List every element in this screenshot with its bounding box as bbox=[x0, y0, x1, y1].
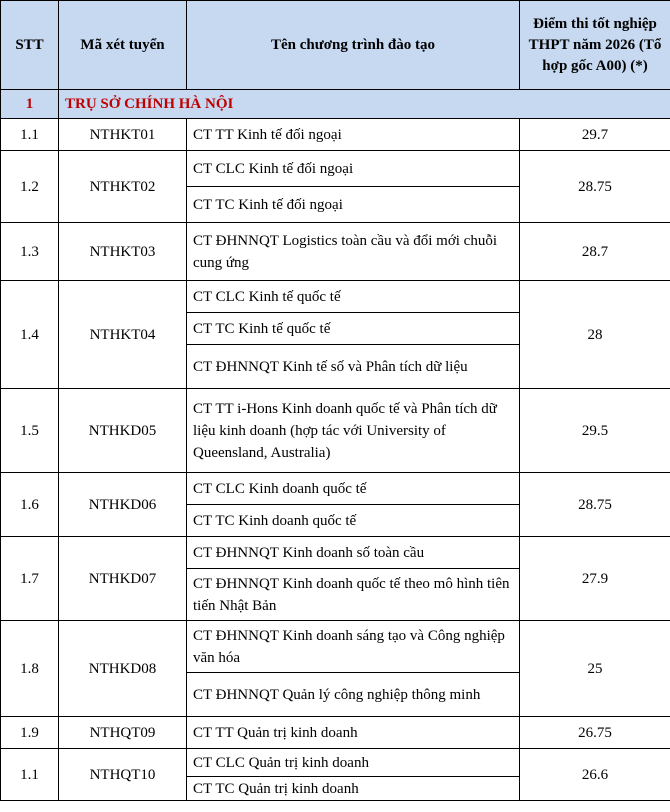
cell-score: 29.7 bbox=[520, 119, 670, 151]
cell-program: CT ĐHNNQT Logistics toàn cầu và đổi mới chuỗi cung ứng bbox=[187, 223, 520, 281]
table-row bbox=[1, 717, 670, 749]
cell-score: 28.7 bbox=[520, 223, 670, 281]
cell-code: NTHKD06 bbox=[59, 473, 187, 537]
header-stt: STT bbox=[1, 1, 59, 90]
cell-program: CT ĐHNNQT Kinh tế số và Phân tích dữ liệu bbox=[187, 345, 520, 389]
cell-code: NTHQT09 bbox=[59, 717, 187, 749]
table-row bbox=[1, 389, 670, 473]
table-row bbox=[1, 537, 670, 569]
cell-program: CT ĐHNNQT Kinh doanh số toàn cầu bbox=[187, 537, 520, 569]
section-title: TRỤ SỞ CHÍNH HÀ NỘI bbox=[59, 90, 670, 119]
cell-code: NTHKT03 bbox=[59, 223, 187, 281]
cell-score: 28.75 bbox=[520, 473, 670, 537]
table-row bbox=[1, 119, 670, 151]
cell-code: NTHKT04 bbox=[59, 281, 187, 389]
cell-program: CT CLC Kinh tế quốc tế bbox=[187, 281, 520, 313]
cell-stt: 1.8 bbox=[1, 621, 59, 717]
cell-program: CT ĐHNNQT Kinh doanh quốc tế theo mô hình tiên tiến Nhật Bản bbox=[187, 569, 520, 621]
cell-stt: 1.4 bbox=[1, 281, 59, 389]
cell-stt: 1.1 bbox=[1, 749, 59, 801]
cell-score: 28 bbox=[520, 281, 670, 389]
cell-code: NTHKD05 bbox=[59, 389, 187, 473]
table-row bbox=[1, 473, 670, 505]
cell-program: CT ĐHNNQT Kinh doanh sáng tạo và Công nghiệp văn hóa bbox=[187, 621, 520, 673]
cell-program: CT TT Kinh tế đối ngoại bbox=[187, 119, 520, 151]
cell-program: CT CLC Quản trị kinh doanh bbox=[187, 749, 520, 777]
cell-program: CT TT Quản trị kinh doanh bbox=[187, 717, 520, 749]
cell-code: NTHKT01 bbox=[59, 119, 187, 151]
cell-stt: 1.5 bbox=[1, 389, 59, 473]
cell-stt: 1.2 bbox=[1, 151, 59, 223]
cell-stt: 1.3 bbox=[1, 223, 59, 281]
cell-stt: 1.9 bbox=[1, 717, 59, 749]
cell-program: CT TC Quản trị kinh doanh bbox=[187, 777, 520, 801]
cell-stt: 1.1 bbox=[1, 119, 59, 151]
cell-score: 29.5 bbox=[520, 389, 670, 473]
cell-program: CT TC Kinh tế quốc tế bbox=[187, 313, 520, 345]
cell-code: NTHKT02 bbox=[59, 151, 187, 223]
table-row bbox=[1, 151, 670, 187]
cell-code: NTHQT10 bbox=[59, 749, 187, 801]
section-row bbox=[1, 90, 670, 119]
cell-stt: 1.6 bbox=[1, 473, 59, 537]
header-score: Điểm thi tốt nghiệp THPT năm 2026 (Tổ hợp gốc A00) (*) bbox=[520, 1, 670, 90]
cell-program: CT TT i-Hons Kinh doanh quốc tế và Phân tích dữ liệu kinh doanh (hợp tác với University of Queensland, Australia) bbox=[187, 389, 520, 473]
cell-program: CT TC Kinh tế đối ngoại bbox=[187, 187, 520, 223]
cell-code: NTHKD07 bbox=[59, 537, 187, 621]
table-row bbox=[1, 223, 670, 281]
cell-program: CT TC Kinh doanh quốc tế bbox=[187, 505, 520, 537]
table-row bbox=[1, 281, 670, 313]
cell-score: 28.75 bbox=[520, 151, 670, 223]
table-row bbox=[1, 749, 670, 777]
section-number: 1 bbox=[1, 90, 59, 119]
header-code: Mã xét tuyển bbox=[59, 1, 187, 90]
cell-score: 26.75 bbox=[520, 717, 670, 749]
cell-code: NTHKD08 bbox=[59, 621, 187, 717]
cell-score: 26.6 bbox=[520, 749, 670, 801]
cell-stt: 1.7 bbox=[1, 537, 59, 621]
cell-program: CT ĐHNNQT Quản lý công nghiệp thông minh bbox=[187, 673, 520, 717]
cell-program: CT CLC Kinh doanh quốc tế bbox=[187, 473, 520, 505]
cell-score: 27.9 bbox=[520, 537, 670, 621]
table-row bbox=[1, 621, 670, 673]
header-program: Tên chương trình đào tạo bbox=[187, 1, 520, 90]
cell-score: 25 bbox=[520, 621, 670, 717]
cell-program: CT CLC Kinh tế đối ngoại bbox=[187, 151, 520, 187]
